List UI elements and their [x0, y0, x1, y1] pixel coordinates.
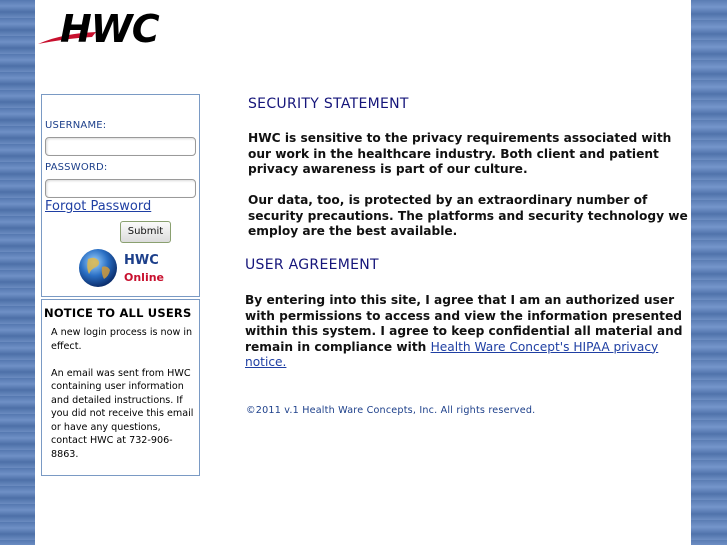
password-input[interactable]	[45, 179, 196, 198]
notice-body	[51, 326, 199, 475]
notice-title: NOTICE TO ALL USERS	[44, 306, 192, 320]
copyright-text: ©2011 v.1 Health Ware Concepts, Inc. All rights reserved.	[246, 405, 536, 416]
right-background-strip	[691, 0, 727, 545]
hipaa-privacy-link[interactable]: Health Ware Concept's HIPAA privacy notice.	[245, 339, 659, 369]
user-agreement-text	[245, 293, 685, 371]
agreement-body: By entering into this site, I agree that I am an authorized user with permissions to access and view the information presented within this system. I agree to keep confidential all material and remain in compliance with	[245, 293, 683, 354]
hwc-online-badge	[76, 247, 166, 289]
submit-button[interactable]: Submit	[120, 221, 171, 243]
password-label: PASSWORD:	[45, 162, 108, 173]
badge-online-text: Online	[124, 271, 165, 284]
globe-icon	[79, 249, 117, 287]
security-paragraph-1: HWC is sensitive to the privacy requirements associated with our work in the healthcare industry. Both client and patient privacy awareness is part of our culture.	[248, 131, 672, 176]
security-statement-heading: SECURITY STATEMENT	[248, 96, 409, 112]
security-paragraph-2: Our data, too, is protected by an extraordinary number of security precautions. The platforms and security technology we employ are the best available.	[248, 193, 688, 238]
notice-panel	[41, 299, 200, 476]
badge-hwc-text: HWC	[124, 253, 159, 268]
forgot-password-link[interactable]: Forgot Password	[45, 199, 152, 214]
notice-paragraph-2: An email was sent from HWC containing user information and detailed instructions. If you did not receive this email or have any questions, contact HWC at 732-906-8863.	[51, 367, 194, 460]
page-container	[35, 0, 691, 545]
svg-text:HWC: HWC	[60, 7, 159, 50]
user-agreement-heading: USER AGREEMENT	[245, 257, 379, 273]
username-label: USERNAME:	[45, 120, 107, 131]
left-background-strip	[0, 0, 35, 545]
hwc-logo	[36, 6, 186, 50]
login-panel	[41, 94, 200, 297]
notice-paragraph-1: A new login process is now in effect.	[51, 327, 193, 352]
username-input[interactable]	[45, 137, 196, 156]
